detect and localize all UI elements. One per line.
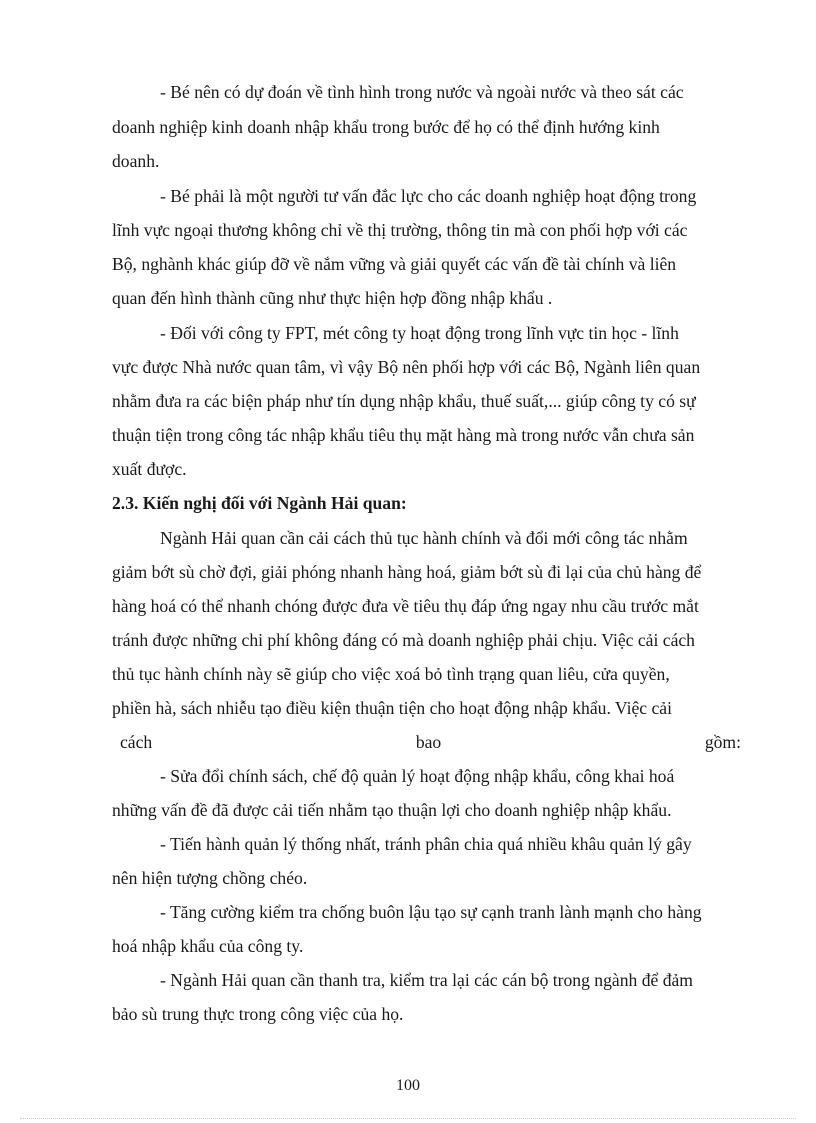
text-line: giảm bớt sù chờ đợi, giải phóng nhanh hàng hoá, giảm bớt sù đi lại của chủ hàng để <box>112 562 702 582</box>
bullet-line: bảo sù trung thực trong công việc của họ. <box>112 1004 404 1024</box>
document-body <box>112 76 741 1028</box>
text-line: - Đối với công ty FPT, mét công ty hoạt động trong lĩnh vực tin học - lĩnh <box>160 323 679 343</box>
bullet-line: - Ngành Hải quan cần thanh tra, kiểm tra lại các cán bộ trong ngành để đảm <box>160 970 693 990</box>
page-number: 100 <box>396 1077 420 1094</box>
bullet-line: hoá nhập khẩu của công ty. <box>112 936 304 956</box>
bullet-line: - Tiến hành quản lý thống nhất, tránh phân chia quá nhiều khâu quản lý gây <box>160 834 692 854</box>
text-line: Ngành Hải quan cần cải cách thủ tục hành chính và đổi mới công tác nhằm <box>160 528 688 548</box>
text-line: tránh được những chi phí không đáng có mà doanh nghiệp phải chịu. Việc cải cách <box>112 630 695 650</box>
bullet-line: - Tăng cường kiểm tra chống buôn lậu tạo sự cạnh tranh lành mạnh cho hàng <box>160 902 702 922</box>
text-line: xuất được. <box>112 459 187 479</box>
page-bottom-divider <box>20 1118 796 1119</box>
text-line: quan đến hình thành cũng như thực hiện hợp đồng nhập khẩu . <box>112 288 553 308</box>
spread-text-line <box>112 725 741 759</box>
bullet-line: nên hiện tượng chồng chéo. <box>112 868 308 888</box>
bullet-line: - Sửa đổi chính sách, chế độ quản lý hoạt động nhập khẩu, công khai hoá <box>160 766 675 786</box>
text-line: doanh nghiệp kinh doanh nhập khẩu trong bước để họ có thể định hướng kinh <box>112 117 660 137</box>
text-line: phiền hà, sách nhiễu tạo điều kiện thuận tiện cho hoạt động nhập khẩu. Việc cải <box>112 698 672 718</box>
spread-word: gồm: <box>704 732 741 752</box>
text-line: thuận tiện trong công tác nhập khẩu tiêu thụ mặt hàng mà trong nước vẫn chưa sản <box>112 425 695 445</box>
text-line: Bộ, nghành khác giúp đỡ về nắm vững và giải quyết các vấn đề tài chính và liên <box>112 254 677 274</box>
spread-word: bao <box>415 732 442 752</box>
text-line: hàng hoá có thể nhanh chóng được đưa về tiêu thụ đáp ứng ngay nhu cầu trước mắt <box>112 596 699 616</box>
text-line: - Bé nên có dự đoán về tình hình trong nước và ngoài nước và theo sát các <box>160 82 684 102</box>
text-line: nhằm đưa ra các biện pháp như tín dụng nhập khẩu, thuế suất,... giúp công ty có sự <box>112 391 696 411</box>
spread-word: cách <box>120 732 153 752</box>
bullet-line: những vấn đề đã được cải tiến nhằm tạo thuận lợi cho doanh nghiệp nhập khẩu. <box>112 800 672 820</box>
text-line: doanh. <box>112 151 160 171</box>
text-line: vực được Nhà nước quan tâm, vì vậy Bộ nên phối hợp với các Bộ, Ngành liên quan <box>112 357 701 377</box>
text-line: thủ tục hành chính này sẽ giúp cho việc xoá bỏ tình trạng quan liêu, cửa quyền, <box>112 664 670 684</box>
text-line: - Bé phải là một người tư vấn đắc lực cho các doanh nghiệp hoạt động trong <box>160 186 697 206</box>
text-line: lĩnh vực ngoại thương không chỉ về thị trường, thông tin mà con phối hợp với các <box>112 220 688 240</box>
section-heading: 2.3. Kiến nghị đối với Ngành Hải quan: <box>112 493 407 513</box>
